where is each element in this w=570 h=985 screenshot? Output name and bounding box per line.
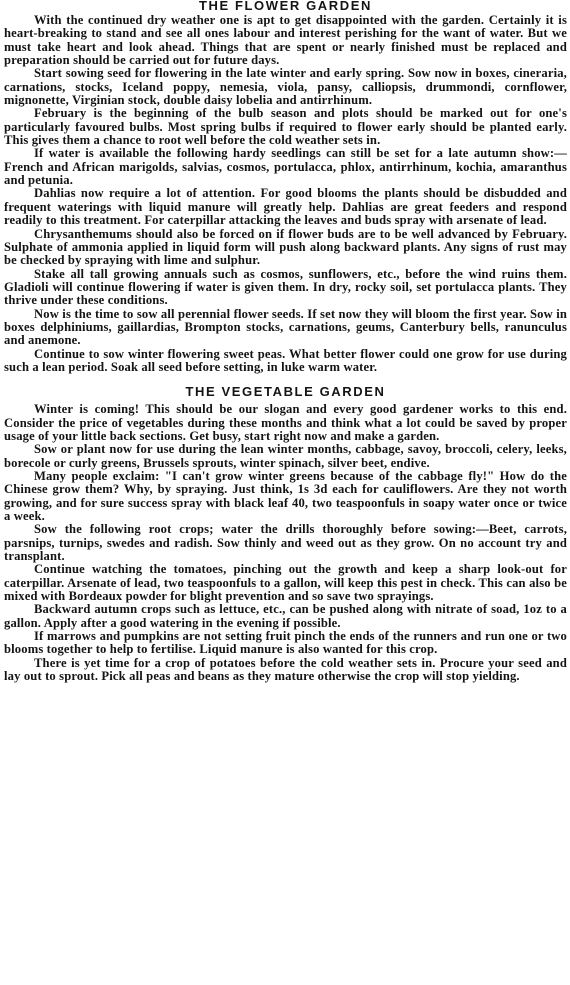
- flower-garden-heading: THE FLOWER GARDEN: [198, 0, 373, 13]
- vegetable-paragraph: Winter is coming! This should be our slogan and every good gardener works to this end. Consider the price of vegetables during these months and think what a lot could be saved by proper usage of your little back sections. Get busy, start right now and make a garden.: [4, 402, 567, 443]
- vegetable-paragraph: Sow the following root crops; water the drills thoroughly before sowing:—Beet, carrots, parsnips, turnips, swedes and radish. Sow thinly and weed out as they grow. On no account try and transplant.: [4, 522, 567, 564]
- vegetable-paragraph: There is yet time for a crop of potatoes before the cold weather sets in. Procure your seed and lay out to sprout. Pick all peas and beans as they mature otherwise the crop will stop yielding.: [4, 655, 567, 684]
- flower-paragraph: Dahlias now require a lot of attention. For good blooms the plants should be disbudded and frequent waterings with liquid manure will greatly help. Dahlias are great feeders and respond readily to this treatment. For caterpillar attacking the leaves and buds spray with arsenate of lead.: [4, 186, 567, 228]
- vegetable-paragraph: Continue watching the tomatoes, pinching out the growth and keep a sharp look-out for caterpillar. Arsenate of lead, two teaspoonfuls to a gallon, will keep this pest in check. This can also be mixed with Bordeaux powder for blight prevention and so save two sprayings.: [4, 562, 567, 604]
- flower-paragraph: February is the beginning of the bulb season and plots should be marked out for one's particularly favoured bulbs. Most spring bulbs if required to flower early should be planted early. This gives them a chance to root well before the cold weather sets in.: [4, 106, 567, 148]
- flower-paragraph: With the continued dry weather one is apt to get disappointed with the garden. Certainly it is heart-breaking to stand and see all ones labour and interest perishing for the want of water. But we must take heart and look ahead. Things that are spent or nearly finished must be replaced and preparation should be carried out for future days.: [4, 13, 567, 68]
- flower-paragraph: Now is the time to sow all perennial flower seeds. If set now they will bloom the first year. Sow in boxes delphiniums, gaillardias, Brompton stocks, carnations, geums, Canterbury bells, ranunculus and anemone.: [4, 306, 567, 348]
- flower-garden-section: [4, 14, 567, 374]
- vegetable-paragraph: If marrows and pumpkins are not setting fruit pinch the ends of the runners and run one or two blooms together to help to fertilise. Liquid manure is also wanted for this crop.: [4, 629, 567, 657]
- flower-paragraph: Continue to sow winter flowering sweet peas. What better flower could one grow for use during such a lean period. Soak all seed before setting, in luke warm water.: [4, 346, 567, 374]
- vegetable-garden-heading: THE VEGETABLE GARDEN: [185, 384, 386, 400]
- vegetable-garden-section: [4, 403, 567, 683]
- flower-paragraph: Stake all tall growing annuals such as cosmos, sunflowers, etc., before the wind ruins them. Gladioli will continue flowering if water is given them. In dry, rocky soil, set portulacca plants. They thrive under these conditions.: [4, 266, 567, 308]
- flower-paragraph: Chrysanthemums should also be forced on if flower buds are to be well advanced by February. Sulphate of ammonia applied in liquid form will push along backward plants. Any signs of rust may be checked by spraying with lime and sulphur.: [4, 226, 567, 268]
- vegetable-paragraph: Many people exclaim: "I can't grow winter greens because of the cabbage fly!" How do the Chinese grow them? Why, by spraying. Just think, 1s 3d each for cauliflowers. Are they not worth growing, and for sure success spray with black leaf 40, two teaspoonfuls in soapy water once or twice a week.: [4, 469, 567, 524]
- vegetable-paragraph: Backward autumn crops such as lettuce, etc., can be pushed along with nitrate of soad, 1oz to a gallon. Apply after a good watering in the evening if possible.: [4, 602, 567, 630]
- flower-paragraph: Start sowing seed for flowering in the late winter and early spring. Sow now in boxes, cineraria, carnations, stocks, Iceland poppy, nemesia, viola, pansy, calliopsis, drummondi, cornflower, mignonette, Virginian stock, double daisy lobelia and antirrhinum.: [4, 66, 567, 108]
- flower-paragraph: If water is available the following hardy seedlings can still be set for a late autumn show:—French and African marigolds, salvias, cosmos, portulacca, phlox, antirrhinum, kochia, amaranthus and petunia.: [4, 146, 567, 188]
- vegetable-paragraph: Sow or plant now for use during the lean winter months, cabbage, savoy, broccoli, celery, leeks, borecole or curly greens, Brussels sprouts, winter spinach, silver beet, endive.: [4, 442, 567, 470]
